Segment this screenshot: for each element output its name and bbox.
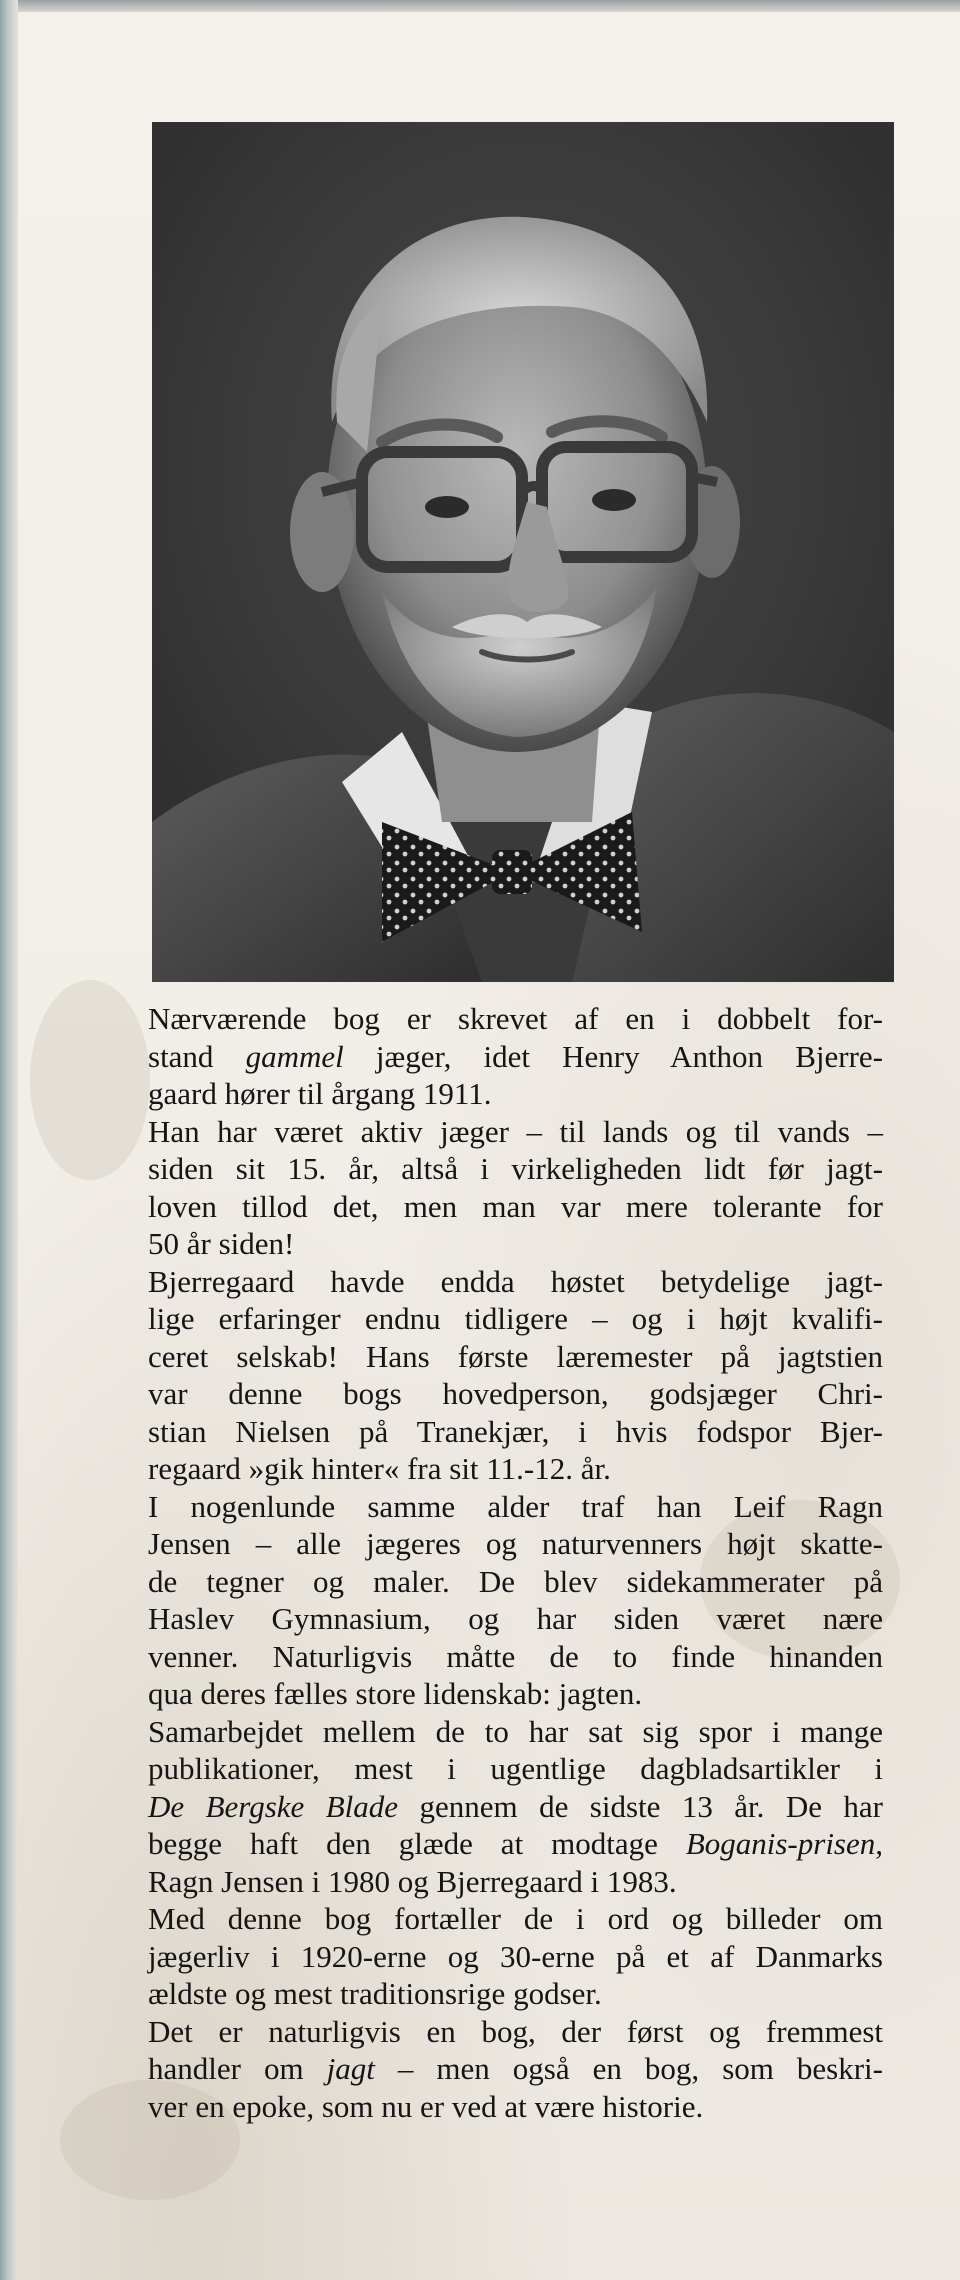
text-segment: gennem de sidste 13 år. De har bbox=[398, 1788, 884, 1824]
text-line bbox=[148, 1225, 883, 1263]
text-segment: var denne bogs hovedperson, godsjæger Chri- bbox=[148, 1376, 883, 1411]
text-segment: Bjerregaard havde endda høstet betydelige jagt- bbox=[148, 1263, 883, 1299]
text-line bbox=[148, 2013, 883, 2051]
text-line bbox=[148, 1713, 883, 1751]
text-segment: Jensen – alle jægeres og naturvenners højt skatte- bbox=[148, 1526, 883, 1561]
stain bbox=[30, 980, 150, 1180]
italic-text: De Bergske Blade bbox=[148, 1788, 399, 1824]
text-line bbox=[148, 1600, 883, 1638]
text-segment: ver en epoke, som nu er ved at være historie. bbox=[148, 2088, 704, 2124]
text-segment: publikationer, mest i ugentlige dagbladsartikler i bbox=[148, 1751, 883, 1786]
text-segment: jæger, idet Henry Anthon Bjerre- bbox=[343, 1038, 884, 1074]
text-segment: Nærværende bog er skrevet af en i dobbelt for- bbox=[148, 1001, 883, 1036]
text-segment: venner. Naturligvis måtte de to finde hinanden bbox=[148, 1638, 883, 1674]
text-line bbox=[148, 1150, 883, 1188]
text-line bbox=[148, 1788, 883, 1826]
portrait-illustration bbox=[152, 122, 894, 982]
paragraph bbox=[148, 1263, 883, 1488]
text-segment: siden sit 15. år, altså i virkeligheden lidt før jagt- bbox=[148, 1151, 883, 1186]
italic-text: Boganis-prisen, bbox=[685, 1826, 883, 1861]
paragraph bbox=[148, 1900, 883, 2013]
text-segment: Han har været aktiv jæger – til lands og til vands – bbox=[148, 1113, 883, 1149]
text-line bbox=[148, 1188, 883, 1226]
text-line bbox=[148, 1375, 883, 1413]
text-segment: I nogenlunde samme alder traf han Leif Ragn bbox=[148, 1488, 883, 1524]
paragraph bbox=[148, 1113, 883, 1263]
paragraph bbox=[148, 1000, 883, 1113]
text-segment: ceret selskab! Hans første læremester på jagtstien bbox=[148, 1338, 883, 1374]
text-line bbox=[148, 2088, 883, 2126]
text-line bbox=[148, 1563, 883, 1601]
top-edge bbox=[0, 0, 960, 12]
text-line bbox=[148, 1450, 883, 1488]
text-segment: stand bbox=[148, 1038, 246, 1074]
text-segment: regaard »gik hinter« fra sit 11.-12. år. bbox=[148, 1451, 611, 1486]
text-segment: – men også en bog, som beskri- bbox=[374, 2051, 883, 2086]
text-line bbox=[148, 1863, 883, 1901]
paragraph bbox=[148, 2013, 883, 2126]
text-line bbox=[148, 1263, 883, 1301]
blurb-text bbox=[148, 1000, 883, 2125]
text-segment: loven tillod det, men man var mere tolerante for bbox=[148, 1188, 883, 1224]
text-line bbox=[148, 1525, 883, 1563]
text-segment: Samarbejdet mellem de to har sat sig spor i mange bbox=[148, 1713, 883, 1749]
spine-edge bbox=[0, 0, 18, 2280]
text-segment: stian Nielsen på Tranekjær, i hvis fodspor Bjer- bbox=[148, 1413, 883, 1449]
text-segment: gaard hører til årgang 1911. bbox=[148, 1076, 492, 1111]
text-line bbox=[148, 1075, 883, 1113]
text-segment: Med denne bog fortæller de i ord og billeder om bbox=[148, 1901, 883, 1936]
text-line bbox=[148, 1300, 883, 1338]
author-portrait bbox=[152, 122, 894, 982]
text-line bbox=[148, 1113, 883, 1151]
text-segment: handler om bbox=[148, 2051, 327, 2086]
text-line bbox=[148, 1488, 883, 1526]
text-segment: qua deres fælles store lidenskab: jagten. bbox=[148, 1676, 643, 1711]
text-line bbox=[148, 1900, 883, 1938]
text-line bbox=[148, 1825, 883, 1863]
text-line bbox=[148, 1675, 883, 1713]
text-line bbox=[148, 1038, 883, 1076]
text-segment: 50 år siden! bbox=[148, 1226, 295, 1261]
italic-text: jagt bbox=[326, 2051, 375, 2086]
text-segment: Ragn Jensen i 1980 og Bjerregaard i 1983. bbox=[148, 1863, 677, 1899]
text-line bbox=[148, 1975, 883, 2013]
text-line bbox=[148, 1638, 883, 1676]
italic-text: gammel bbox=[245, 1038, 344, 1074]
text-segment: lige erfaringer endnu tidligere – og i højt kvalifi- bbox=[148, 1301, 883, 1336]
text-line bbox=[148, 1000, 883, 1038]
text-segment: Det er naturligvis en bog, der først og fremmest bbox=[148, 2013, 883, 2049]
text-segment: Haslev Gymnasium, og har siden været nære bbox=[148, 1601, 883, 1636]
text-line bbox=[148, 1750, 883, 1788]
paragraph bbox=[148, 1488, 883, 1713]
text-line bbox=[148, 1938, 883, 1976]
text-segment: de tegner og maler. De blev sidekammerater på bbox=[148, 1563, 883, 1599]
text-segment: ældste og mest traditionsrige godser. bbox=[148, 1976, 602, 2011]
text-line bbox=[148, 2050, 883, 2088]
paragraph bbox=[148, 1713, 883, 1901]
text-segment: jægerliv i 1920-erne og 30-erne på et af Danmarks bbox=[148, 1938, 883, 1974]
text-segment: begge haft den glæde at modtage bbox=[148, 1826, 686, 1861]
text-line bbox=[148, 1338, 883, 1376]
text-line bbox=[148, 1413, 883, 1451]
